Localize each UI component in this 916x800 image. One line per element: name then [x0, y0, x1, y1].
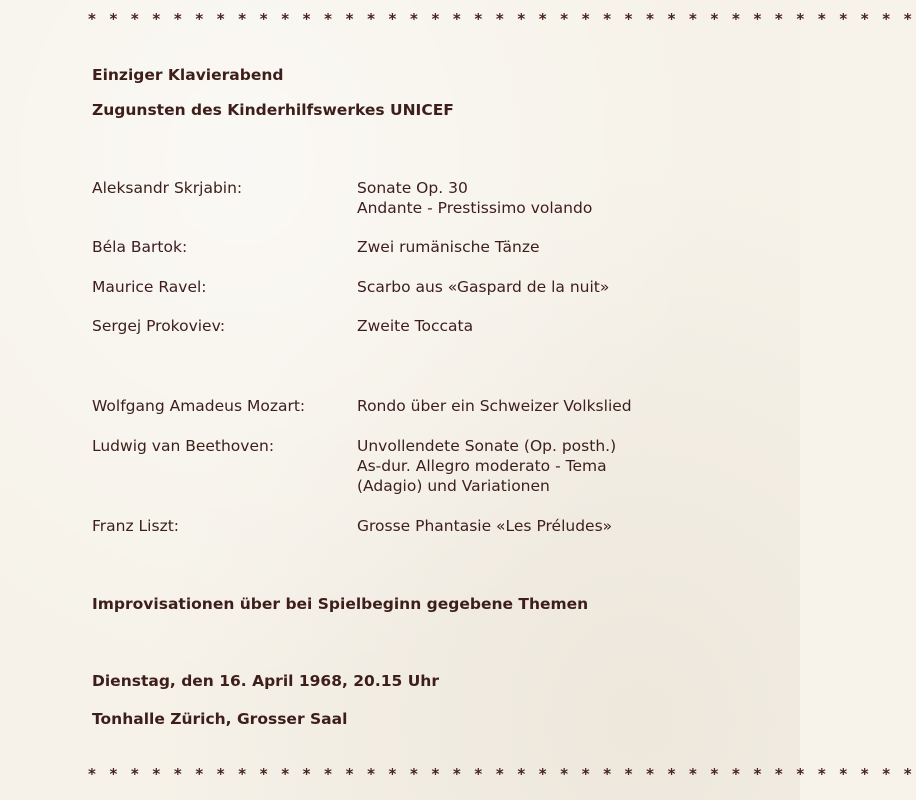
composer-skrjabin: Aleksandr Skrjabin: [92, 179, 243, 197]
work-skrjabin [357, 178, 592, 218]
header-title: Einziger Klavierabend [92, 66, 284, 84]
work-line: Zwei rumänische Tänze [357, 238, 540, 256]
work-line: Scarbo aus «Gaspard de la nuit» [357, 278, 610, 296]
work-line: Grosse Phantasie «Les Préludes» [357, 517, 613, 535]
work-prokoviev [357, 316, 473, 336]
event-venue: Tonhalle Zürich, Grosser Saal [92, 710, 348, 728]
work-line: Andante - Prestissimo volando [357, 199, 593, 217]
composer-liszt: Franz Liszt: [92, 517, 179, 535]
composer-ravel: Maurice Ravel: [92, 278, 207, 296]
work-bartok [357, 237, 540, 257]
work-line: Sonate Op. 30 [357, 179, 468, 197]
work-beethoven [357, 436, 616, 496]
top-star-border: * * * * * * * * * * * * * * * * * * * * * * * * * * * * * * * * * * * * * * * [88, 10, 916, 28]
work-line: Zweite Toccata [357, 317, 474, 335]
work-ravel [357, 277, 609, 297]
bottom-star-border: * * * * * * * * * * * * * * * * * * * * * * * * * * * * * * * * * * * * * * * [88, 765, 916, 783]
work-line: Rondo über ein Schweizer Volkslied [357, 397, 632, 415]
work-liszt [357, 516, 612, 536]
event-date: Dienstag, den 16. April 1968, 20.15 Uhr [92, 672, 439, 690]
work-line: As-dur. Allegro moderato - Tema [357, 457, 607, 475]
header-subtitle: Zugunsten des Kinderhilfswerkes UNICEF [92, 101, 454, 119]
composer-bartok: Béla Bartok: [92, 238, 188, 256]
composer-prokoviev: Sergej Prokoviev: [92, 317, 226, 335]
work-mozart [357, 396, 632, 416]
composer-mozart: Wolfgang Amadeus Mozart: [92, 397, 306, 415]
work-line: (Adagio) und Variationen [357, 477, 550, 495]
work-line: Unvollendete Sonate (Op. posth.) [357, 437, 617, 455]
composer-beethoven: Ludwig van Beethoven: [92, 437, 275, 455]
improvisation-note: Improvisationen über bei Spielbeginn gegebene Themen [92, 595, 589, 613]
